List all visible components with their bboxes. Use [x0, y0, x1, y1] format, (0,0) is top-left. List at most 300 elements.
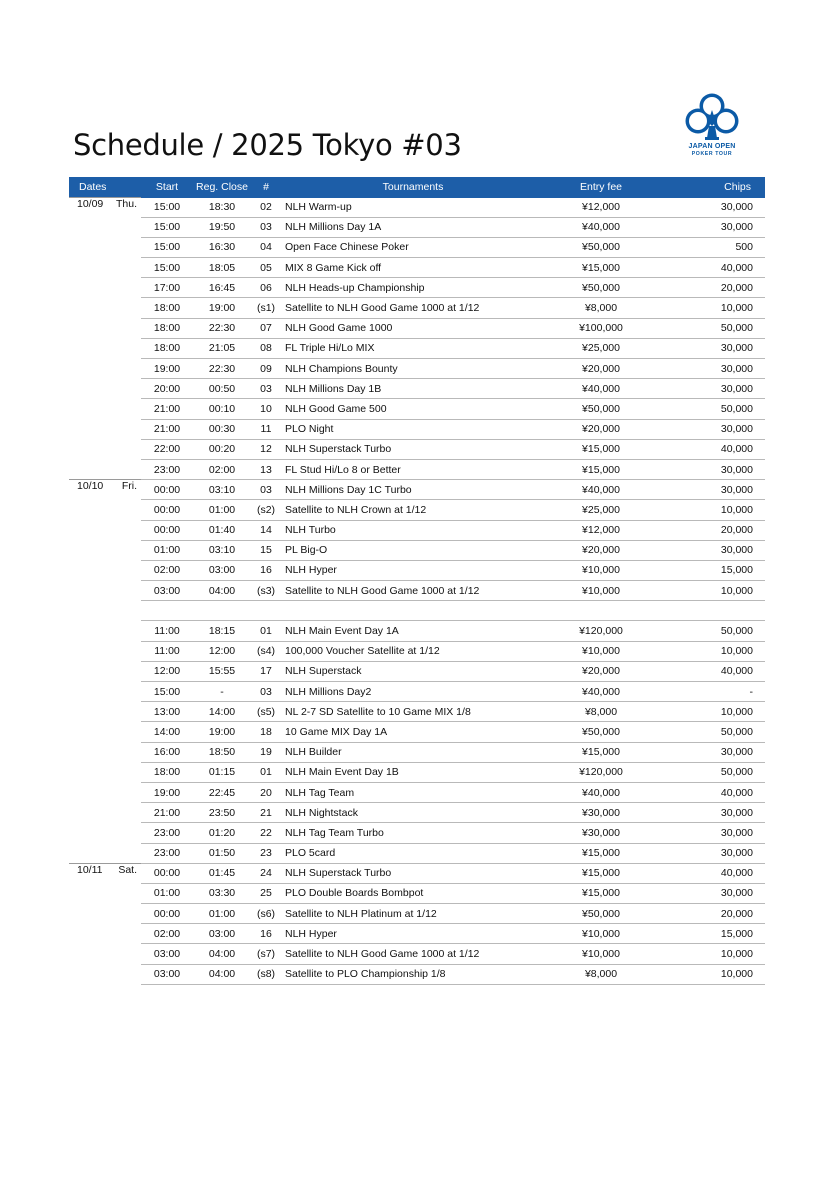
cell-num: 25 [251, 883, 281, 903]
table-row [69, 782, 765, 802]
cell-reg-close: 21:05 [193, 338, 251, 358]
table-row [69, 621, 765, 641]
header-tournaments: Tournaments [281, 177, 545, 198]
cell-reg-close: 22:30 [193, 359, 251, 379]
cell-entry-fee: ¥40,000 [545, 682, 657, 702]
cell-tournament: NL 2-7 SD Satellite to 10 Game MIX 1/8 [281, 702, 545, 722]
cell-date [69, 742, 115, 762]
cell-reg-close: 01:00 [193, 500, 251, 520]
cell-date [69, 359, 115, 379]
table-row [69, 964, 765, 984]
cell-date [69, 883, 115, 903]
table-row [69, 480, 765, 500]
cell-tournament: NLH Superstack Turbo [281, 439, 545, 459]
cell-start: 23:00 [141, 459, 193, 479]
cell-entry-fee: ¥8,000 [545, 964, 657, 984]
cell-num: 22 [251, 823, 281, 843]
cell-day [115, 520, 141, 540]
cell-chips: 30,000 [657, 338, 765, 358]
table-row [69, 560, 765, 580]
cell-start: 18:00 [141, 298, 193, 318]
cell-num: 15 [251, 540, 281, 560]
cell-num: 23 [251, 843, 281, 863]
cell-chips: 30,000 [657, 198, 765, 218]
cell-start: 02:00 [141, 924, 193, 944]
cell-reg-close: 12:00 [193, 641, 251, 661]
cell-start: 21:00 [141, 803, 193, 823]
cell-entry-fee: ¥10,000 [545, 641, 657, 661]
cell-date [69, 419, 115, 439]
cell-reg-close: 03:00 [193, 560, 251, 580]
cell-reg-close: 01:50 [193, 843, 251, 863]
cell-tournament: Open Face Chinese Poker [281, 237, 545, 257]
cell-day [115, 722, 141, 742]
cell-day [115, 762, 141, 782]
cell-chips: 10,000 [657, 641, 765, 661]
cell-entry-fee: ¥15,000 [545, 883, 657, 903]
cell-tournament: NLH Warm-up [281, 198, 545, 218]
cell-entry-fee: ¥40,000 [545, 782, 657, 802]
cell-chips: 40,000 [657, 439, 765, 459]
cell-num: 02 [251, 198, 281, 218]
cell-reg-close: - [193, 682, 251, 702]
cell-num: 19 [251, 742, 281, 762]
cell-date: 10/09 [69, 198, 115, 218]
cell-chips: 50,000 [657, 762, 765, 782]
cell-tournament: NLH Hyper [281, 924, 545, 944]
cell-entry-fee: ¥15,000 [545, 459, 657, 479]
cell-date [69, 439, 115, 459]
cell-reg-close: 00:10 [193, 399, 251, 419]
cell-chips: 10,000 [657, 500, 765, 520]
cell-date [69, 459, 115, 479]
cell-tournament: Satellite to NLH Good Game 1000 at 1/12 [281, 944, 545, 964]
cell-entry-fee: ¥10,000 [545, 560, 657, 580]
cell-day [115, 298, 141, 318]
cell-num: 04 [251, 237, 281, 257]
cell-start: 22:00 [141, 439, 193, 459]
cell-chips: 40,000 [657, 661, 765, 681]
cell-reg-close: 18:50 [193, 742, 251, 762]
cell-date [69, 399, 115, 419]
table-row [69, 540, 765, 560]
cell-reg-close: 04:00 [193, 964, 251, 984]
cell-tournament: 100,000 Voucher Satellite at 1/12 [281, 641, 545, 661]
cell-tournament: NLH Main Event Day 1A [281, 621, 545, 641]
table-row [69, 883, 765, 903]
cell-start: 21:00 [141, 399, 193, 419]
header-start: Start [141, 177, 193, 198]
cell-reg-close: 22:45 [193, 782, 251, 802]
cell-num: (s5) [251, 702, 281, 722]
cell-day [115, 540, 141, 560]
cell-date [69, 722, 115, 742]
cell-reg-close: 01:40 [193, 520, 251, 540]
cell-reg-close: 04:00 [193, 581, 251, 601]
cell-entry-fee: ¥20,000 [545, 359, 657, 379]
cell-start: 16:00 [141, 742, 193, 762]
cell-entry-fee: ¥15,000 [545, 742, 657, 762]
cell-chips: 50,000 [657, 399, 765, 419]
cell-tournament: 10 Game MIX Day 1A [281, 722, 545, 742]
cell-start: 11:00 [141, 641, 193, 661]
cell-tournament: Satellite to NLH Platinum at 1/12 [281, 904, 545, 924]
page-title: Schedule / 2025 Tokyo #03 [73, 128, 462, 162]
cell-entry-fee: ¥20,000 [545, 661, 657, 681]
cell-entry-fee: ¥15,000 [545, 258, 657, 278]
cell-date: 10/11 [69, 863, 115, 883]
table-row [69, 520, 765, 540]
cell-entry-fee: ¥15,000 [545, 863, 657, 883]
cell-date [69, 500, 115, 520]
cell-num: 20 [251, 782, 281, 802]
cell-num: 16 [251, 924, 281, 944]
cell-num: (s8) [251, 964, 281, 984]
cell-reg-close: 01:20 [193, 823, 251, 843]
cell-day [115, 459, 141, 479]
table-row [69, 419, 765, 439]
table-row [69, 298, 765, 318]
cell-num: 03 [251, 217, 281, 237]
header-num: # [251, 177, 281, 198]
cell-num: 05 [251, 258, 281, 278]
table-row [69, 338, 765, 358]
cell-date [69, 702, 115, 722]
cell-reg-close: 04:00 [193, 944, 251, 964]
cell-chips: 30,000 [657, 803, 765, 823]
cell-num: 18 [251, 722, 281, 742]
cell-num: (s1) [251, 298, 281, 318]
cell-start: 00:00 [141, 500, 193, 520]
table-row [69, 359, 765, 379]
cell-day [115, 904, 141, 924]
cell-entry-fee: ¥50,000 [545, 722, 657, 742]
cell-tournament: Satellite to NLH Good Game 1000 at 1/12 [281, 298, 545, 318]
cell-chips: - [657, 682, 765, 702]
cell-tournament: Satellite to PLO Championship 1/8 [281, 964, 545, 984]
cell-start: 01:00 [141, 883, 193, 903]
table-row [69, 823, 765, 843]
cell-day [115, 278, 141, 298]
cell-day [115, 419, 141, 439]
cell-start: 15:00 [141, 682, 193, 702]
cell-date [69, 682, 115, 702]
cell-tournament: NLH Builder [281, 742, 545, 762]
table-row [69, 379, 765, 399]
cell-start: 00:00 [141, 520, 193, 540]
cell-entry-fee: ¥25,000 [545, 338, 657, 358]
cell-chips: 50,000 [657, 722, 765, 742]
cell-reg-close: 16:30 [193, 237, 251, 257]
cell-day [115, 338, 141, 358]
cell-chips: 30,000 [657, 359, 765, 379]
cell-entry-fee: ¥50,000 [545, 278, 657, 298]
cell-entry-fee: ¥8,000 [545, 702, 657, 722]
cell-day: Sat. [115, 863, 141, 883]
cell-num: (s3) [251, 581, 281, 601]
cell-tournament: NLH Superstack Turbo [281, 863, 545, 883]
cell-chips: 20,000 [657, 278, 765, 298]
cell-day [115, 641, 141, 661]
cell-entry-fee: ¥10,000 [545, 581, 657, 601]
cell-entry-fee: ¥20,000 [545, 540, 657, 560]
cell-start: 15:00 [141, 237, 193, 257]
table-row [69, 722, 765, 742]
cell-entry-fee: ¥10,000 [545, 944, 657, 964]
cell-reg-close: 01:00 [193, 904, 251, 924]
logo-line2: POKER TOUR [691, 151, 733, 157]
cell-chips: 50,000 [657, 318, 765, 338]
cell-chips: 30,000 [657, 843, 765, 863]
cell-day [115, 702, 141, 722]
table-row [69, 682, 765, 702]
table-row [69, 904, 765, 924]
cell-entry-fee: ¥120,000 [545, 762, 657, 782]
cell-start: 23:00 [141, 843, 193, 863]
cell-date [69, 338, 115, 358]
cell-tournament: PLO 5card [281, 843, 545, 863]
cell-day [115, 359, 141, 379]
cell-start: 18:00 [141, 762, 193, 782]
cell-start: 00:00 [141, 863, 193, 883]
cell-tournament: PLO Double Boards Bombpot [281, 883, 545, 903]
cell-day [115, 682, 141, 702]
table-row [69, 318, 765, 338]
cell-entry-fee: ¥30,000 [545, 803, 657, 823]
cell-tournament: NLH Millions Day 1A [281, 217, 545, 237]
cell-start: 18:00 [141, 338, 193, 358]
cell-entry-fee: ¥40,000 [545, 217, 657, 237]
club-icon [681, 92, 743, 144]
cell-day [115, 399, 141, 419]
cell-chips: 10,000 [657, 964, 765, 984]
cell-chips: 40,000 [657, 863, 765, 883]
cell-date [69, 258, 115, 278]
cell-reg-close: 00:20 [193, 439, 251, 459]
cell-chips: 30,000 [657, 480, 765, 500]
cell-reg-close: 01:45 [193, 863, 251, 883]
cell-start: 20:00 [141, 379, 193, 399]
cell-date [69, 560, 115, 580]
cell-day [115, 621, 141, 641]
table-row [69, 843, 765, 863]
cell-num: 09 [251, 359, 281, 379]
cell-date [69, 318, 115, 338]
cell-date [69, 520, 115, 540]
cell-reg-close: 03:10 [193, 480, 251, 500]
cell-num: 13 [251, 459, 281, 479]
cell-num: 03 [251, 480, 281, 500]
cell-tournament: NLH Tag Team [281, 782, 545, 802]
cell-date [69, 379, 115, 399]
table-row [69, 641, 765, 661]
cell-entry-fee: ¥15,000 [545, 843, 657, 863]
cell-start: 00:00 [141, 904, 193, 924]
cell-start: 19:00 [141, 782, 193, 802]
cell-reg-close: 18:05 [193, 258, 251, 278]
cell-tournament: FL Triple Hi/Lo MIX [281, 338, 545, 358]
cell-date [69, 298, 115, 318]
cell-entry-fee: ¥40,000 [545, 379, 657, 399]
cell-reg-close: 03:00 [193, 924, 251, 944]
cell-num: 08 [251, 338, 281, 358]
cell-reg-close: 19:00 [193, 722, 251, 742]
cell-reg-close: 19:50 [193, 217, 251, 237]
table-row [69, 702, 765, 722]
cell-reg-close: 15:55 [193, 661, 251, 681]
cell-chips: 15,000 [657, 924, 765, 944]
cell-num: 03 [251, 379, 281, 399]
table-header [69, 177, 765, 198]
cell-date [69, 782, 115, 802]
cell-tournament: MIX 8 Game Kick off [281, 258, 545, 278]
cell-reg-close: 18:30 [193, 198, 251, 218]
cell-day [115, 379, 141, 399]
cell-num: (s4) [251, 641, 281, 661]
header-chips: Chips [657, 177, 765, 198]
cell-day [115, 843, 141, 863]
cell-num: 14 [251, 520, 281, 540]
cell-date [69, 540, 115, 560]
cell-start: 13:00 [141, 702, 193, 722]
cell-reg-close: 14:00 [193, 702, 251, 722]
cell-start: 15:00 [141, 217, 193, 237]
cell-day [115, 318, 141, 338]
cell-start: 01:00 [141, 540, 193, 560]
table-row [69, 581, 765, 601]
cell-chips: 50,000 [657, 621, 765, 641]
cell-reg-close: 18:15 [193, 621, 251, 641]
table-row [69, 439, 765, 459]
cell-start: 12:00 [141, 661, 193, 681]
cell-tournament: NLH Good Game 1000 [281, 318, 545, 338]
cell-date [69, 924, 115, 944]
header-dates: Dates [69, 177, 141, 198]
cell-day [115, 944, 141, 964]
cell-num: 10 [251, 399, 281, 419]
cell-date [69, 661, 115, 681]
cell-day [115, 581, 141, 601]
cell-day [115, 439, 141, 459]
cell-reg-close: 16:45 [193, 278, 251, 298]
cell-day [115, 742, 141, 762]
cell-date [69, 237, 115, 257]
table-spacer-row [69, 601, 765, 621]
cell-tournament: NLH Champions Bounty [281, 359, 545, 379]
cell-tournament: FL Stud Hi/Lo 8 or Better [281, 459, 545, 479]
cell-num: 07 [251, 318, 281, 338]
cell-tournament: NLH Good Game 500 [281, 399, 545, 419]
cell-chips: 30,000 [657, 217, 765, 237]
cell-entry-fee: ¥10,000 [545, 924, 657, 944]
cell-reg-close: 01:15 [193, 762, 251, 782]
cell-tournament: NLH Heads-up Championship [281, 278, 545, 298]
cell-day [115, 883, 141, 903]
cell-entry-fee: ¥25,000 [545, 500, 657, 520]
cell-day [115, 782, 141, 802]
table-row [69, 500, 765, 520]
cell-day [115, 258, 141, 278]
cell-tournament: PL Big-O [281, 540, 545, 560]
cell-start: 15:00 [141, 258, 193, 278]
cell-day [115, 803, 141, 823]
cell-entry-fee: ¥50,000 [545, 904, 657, 924]
cell-start: 14:00 [141, 722, 193, 742]
cell-tournament: NLH Nightstack [281, 803, 545, 823]
cell-tournament: NLH Hyper [281, 560, 545, 580]
cell-start: 03:00 [141, 944, 193, 964]
table-row [69, 217, 765, 237]
cell-date [69, 843, 115, 863]
cell-tournament: NLH Main Event Day 1B [281, 762, 545, 782]
cell-day [115, 560, 141, 580]
table-row [69, 762, 765, 782]
cell-num: 16 [251, 560, 281, 580]
cell-num: 11 [251, 419, 281, 439]
cell-num: 21 [251, 803, 281, 823]
cell-num: (s7) [251, 944, 281, 964]
cell-reg-close: 03:10 [193, 540, 251, 560]
cell-chips: 30,000 [657, 883, 765, 903]
cell-reg-close: 00:30 [193, 419, 251, 439]
cell-start: 00:00 [141, 480, 193, 500]
cell-num: 06 [251, 278, 281, 298]
cell-reg-close: 00:50 [193, 379, 251, 399]
cell-start: 15:00 [141, 198, 193, 218]
cell-date [69, 762, 115, 782]
logo-line1: JAPAN OPEN [688, 143, 736, 150]
table-row [69, 924, 765, 944]
cell-chips: 500 [657, 237, 765, 257]
cell-chips: 10,000 [657, 702, 765, 722]
cell-start: 11:00 [141, 621, 193, 641]
cell-date [69, 621, 115, 641]
cell-day [115, 823, 141, 843]
table-row [69, 863, 765, 883]
cell-reg-close: 22:30 [193, 318, 251, 338]
cell-reg-close: 02:00 [193, 459, 251, 479]
cell-chips: 30,000 [657, 379, 765, 399]
cell-tournament: PLO Night [281, 419, 545, 439]
table-row [69, 237, 765, 257]
header-entry-fee: Entry fee [545, 177, 657, 198]
cell-entry-fee: ¥50,000 [545, 399, 657, 419]
cell-date [69, 278, 115, 298]
table-row [69, 661, 765, 681]
cell-num: 03 [251, 682, 281, 702]
cell-day [115, 924, 141, 944]
cell-chips: 30,000 [657, 459, 765, 479]
cell-chips: 40,000 [657, 258, 765, 278]
cell-start: 02:00 [141, 560, 193, 580]
cell-date [69, 904, 115, 924]
cell-chips: 30,000 [657, 742, 765, 762]
cell-num: 24 [251, 863, 281, 883]
cell-day [115, 237, 141, 257]
cell-entry-fee: ¥12,000 [545, 520, 657, 540]
table-row [69, 278, 765, 298]
cell-chips: 30,000 [657, 419, 765, 439]
cell-date [69, 823, 115, 843]
cell-day: Thu. [115, 198, 141, 218]
cell-start: 23:00 [141, 823, 193, 843]
cell-chips: 10,000 [657, 298, 765, 318]
table-row [69, 944, 765, 964]
cell-date [69, 964, 115, 984]
schedule-table [69, 177, 765, 985]
table-row [69, 803, 765, 823]
cell-entry-fee: ¥50,000 [545, 237, 657, 257]
